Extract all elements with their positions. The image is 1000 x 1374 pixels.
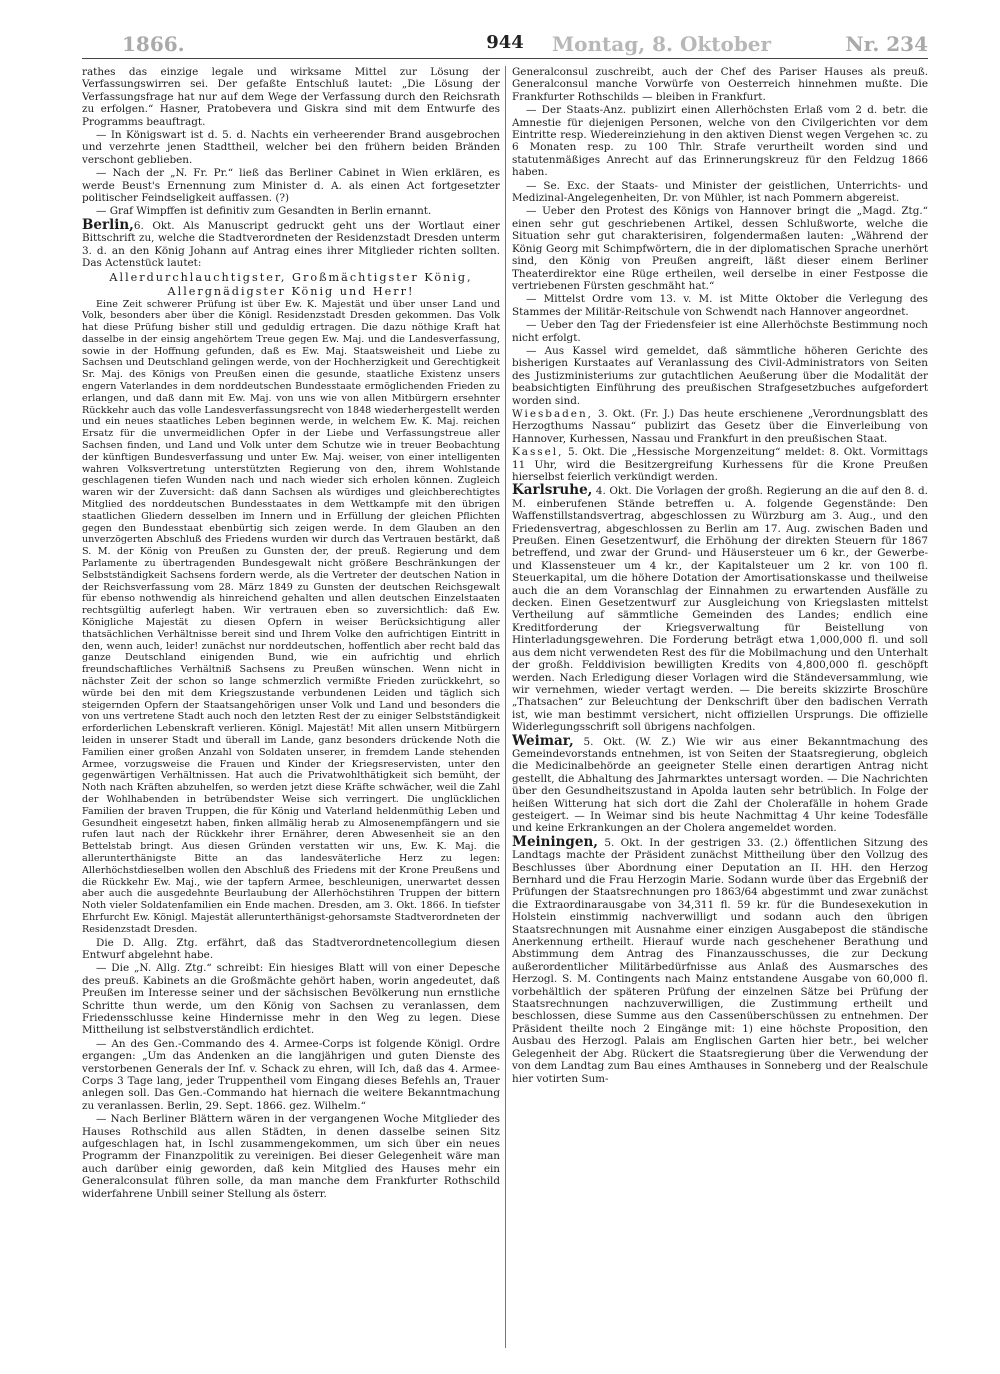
article-paragraph: rathes das einzige legale und wirksame Mittel zur Lösung der Verfassungswirren sei. Der gefaßte Entschluß lautet: „Die Lösung der Verfassungsfrage hat nur auf dem Wege der Verfassung durch den Reichsrath zu erfolgen.“ Hasner, Pratobevera und Giskra sind mit dem Entwurfe des Programms beauftragt. [82,66,500,128]
article-text: 4. Okt. Die Vorlagen der großh. Regierung an die auf den 8. d. M. einberufenen Stände betreffen u. A. folgende Gegenstände: Den Waffenstillstandsvertrag, abgeschlossen zu Würzburg am 3. Aug., und den Friedensvertrag, abgeschlossen zu Berlin am 17. Aug. zwischen Baden und Preußen. Einen Gesetzentwurf, die Erhöhung der direkten Steuern für 1867 betreffend, und zwar der Grund- und Häusersteuer um 6 kr., der Gewerbe- und Klassensteuer um 4 kr., der Kapitalsteuer um 2 kr. von 100 fl. Steuerkapital, um die höhere Dotation der Amortisationskasse und theilweise auch die an dem Voranschlag der Einnahmen zu erwartenden Ausfälle zu decken. Einen Gesetzentwurf zur Ausgleichung von Kriegslasten mittelst Vertheilung auf sämmtliche Gemeinden des Landes; endlich eine Kreditforderung der Kriegsverwaltung für Beistellung von Hinterladungsgewehren. Die Forderung beträgt etwa 1,000,000 fl. und soll aus dem nicht verwendeten Rest des für die Mobilmachung und den Unterhalt der großh. Felddivision bewilligten Kredits von 4,800,000 fl. geschöpft werden. Nach Erledigung dieser Vorlagen wird die Ständeversammlung, wie wir vernehmen, wieder vertagt werden. — Die bereits skizzirte Broschüre „Thatsachen“ zur Beleuchtung der Denkschrift über den badischen Verrath ist, wie man bestimmt versichert, nicht offiziellen Ursprungs. Die offizielle Widerlegungsschrift soll übrigens nachfolgen. [512,485,928,734]
berlin-article [82,216,500,270]
meiningen-article [512,833,928,1085]
article-paragraph: — Die „N. Allg. Ztg.“ schreibt: Ein hiesiges Blatt will von einer Depesche des preuß. Kabinets an die Großmächte gehört haben, worin angedeutet, daß Preußen im Interesse seiner und der sächsischen Bevölkerung nun ernstliche Schritte thun werde, um den König von Sachsen zu veranlassen, dem Friedensschlusse keine Hindernisse mehr in den Weg zu legen. Diese Mittheilung ist selbstverständlich erdichtet. [82,962,500,1037]
petition-salutation: Allergnädigster König und Herr! [167,284,415,298]
article-text: Als Manuscript gedruckt geht uns der Wortlaut einer Bittschrift zu, welche die Stadtverordneten der Residenzstadt Dresden unterm 3. d. an den König Johann auf Antrag eines ihrer Mitglieder richten sollten. Das Actenstück lautet: [82,219,500,270]
article-paragraph: — An des Gen.-Commando des 4. Armee-Corps ist folgende Königl. Ordre ergangen: „Um das Andenken an die langjährigen und guten Dienste des verstorbenen Generals der Inf. v. Schack zu ehren, will Ich, daß das 4. Armee-Corps 3 Tage lang, jeder Truppentheil vom Eingang dieses Befehls an, Trauer anlegen soll. Das Gen.-Commando hat hiernach die weitere Bekanntmachung zu veranlassen. Berlin, 29. Sept. 1866. gez. Wilhelm.“ [82,1037,500,1112]
article-paragraph: — Mittelst Ordre vom 13. v. M. ist Mitte Oktober die Verlegung des Stammes der Militär-Reitschule von Schwendt nach Hannover angeordnet. [512,293,928,318]
left-column [82,66,500,1348]
column-divider [505,66,506,1348]
dateline-date: 6. Okt. [133,219,175,232]
petition-text: Eine Zeit schwerer Prüfung ist über Ew. K. Majestät und über unser Land und Volk, besonders aber über die Königl. Residenzstadt Dresden gekommen. Das Volk hat diese Prüfung bisher still und geduldig ertragen. Die dazu nöthige Kraft hat dasselbe in der einsig angehörtem Treue gegen Ew. Maj. und die Landesverfassung, sowie in der Hoffnung gefunden, daß es Ew. Maj. Staatsweisheit und Liebe zu Sachsen und Deutschland gelingen werde, von der Hochherzigkeit und Gerechtigkeit Sr. Maj. des Königs von Preußen einen die gesunde, staatliche Existenz unsers engern Vaterlandes in dem norddeutschen Bundesstaate ermöglichenden Frieden zu erlangen, und daß dann mit Ew. Maj. von uns wie von allen Mitbürgern ersehnter Rückkehr auch das volle Landesverfassungsrecht von 1848 wiederhergestellt werden und ein neues staatliches Leben beginnen werde, in welchem Ew. K. Maj. reichen Ersatz für die unvermeidlichen Opfer in der Liebe und Verfassungstreue aller Sachsen finden, und Land und Volk unter dem Schutze wie in treuer Beobachtung der künftigen Bundesverfassung und unter Ew. Maj. weiser, von einer intelligenten wahren Volksvertretung unterstützten Regierung von den, ihrem Wohlstande geschlagenen tiefen Wunden nach und nach wieder sich erholen können. Zugleich waren wir der Zuversicht: daß dann Sachsen als würdiges und gleichberechtigtes Mitglied des norddeutschen Bundesstaates in dem Wettkampfe mit den übrigen staatlichen Gliedern desselben im Innern und in Erfüllung der gleichen Pflichten gegen den Bundesstaat ebenbürtig sich zeigen werde. In dem Glauben an den unverzögerten Abschluß des Friedens wurden wir durch das Vertrauen bestärkt, daß S. M. der König von Preußen zu Gunsten der, der preuß. Regierung und dem Parlamente zu übertragenden Bundesgewalt nicht größere Beschränkungen der Selbstständigkeit Sachsens fordern werde, als die Vertreter der deutschen Nation in der Reichsverfassung vom 28. März 1849 zu Gunsten der deutschen Reichsgewalt für ebenso nothwendig als hinreichend gehalten und allen deutschen Einzelstaaten rechtsgültig auferlegt haben. Wir vertrauen eben so zuversichtlich: daß Ew. Königliche Majestät zu diesen Opfern in weiser Berücksichtigung aller thatsächlichen Verhältnisse bereit sind und Ihrem Volke den aufrichtigen Eintritt in den, wenn auch, leider! zunächst nur norddeutschen, hoffentlich aber recht bald das ganze Deutschland einigenden Bund, wie ein aufrichtig und ehrlich freundschaftliches Verhältniß Sachsens zu Preußen wünschen. Wenn nicht in nächster Zeit der schon so lange schmerzlich vermißte Frieden zurückkehrt, so würde bei den mit dem Kriegszustande verbundenen Leiden und täglich sich steigernden Opfern der Staatsangehörigen unser Volk und Land und besonders die von uns vertretene Stadt auch noch den letzten Rest der zu einiger Selbstständigkeit erforderlichen Lebenskraft verlieren. Königl. Majestät! Mit allen unsern Mitbürgern leiden in unserer Stadt und überall im Lande, ganz besonders drückende Noth die Familien einer großen Anzahl von Soldaten unserer, in fremdem Lande stehenden Armee, vorzugsweise die Frauen und Kinder der Kriegsreservisten, unter den gegenwärtigen Verhältnissen. Hat auch die Privatwohlthätigkeit sich bemüht, der Noth nach Kräften abzuhelfen, so werden jetzt diese Kräfte schwächer, weil die Zahl der Wohlhabenden in betrübendster Weise sich verringert. Die unglücklichen Familien der braven Truppen, die für König und Vaterland heldenmüthig Leben und Gesundheit eingesetzt haben, finken allmälig herab zu Almosenempfängern und sie rufen laut nach der Rückkehr ihrer Ernährer, deren Abwesenheit sie an den Bettelstab bringt. Aus diesen Gründen verstatten wir uns, Ew. K. Maj. die allerunterthänigste Bitte an das landesväterliche Herz zu legen: Allerhöchstdieselben wollen den Abschluß des Friedens mit der Krone Preußens und die Rückkehr Ew. Maj., wie der tapfern Armee, beschleunigen, unerwartet dessen aber auch die ausgedehnte Beurlaubung der Allerhöchstihren Truppen der bittern Noth vieler Soldatenfamilien ein Ende machen. Dresden, am 3. Okt. 1866. In tiefster Ehrfurcht Ew. Königl. Majestät allerunterthänigst-gehorsamste Stadtverordneten der Residenzstadt Dresden. [82,298,500,935]
article-paragraph: — In Königswart ist d. 5. d. Nachts ein verheerender Brand ausgebrochen und verzehrte jenen Stadttheil, welcher bei den frühern beiden Bränden verschont geblieben. [82,129,500,166]
kassel-article [512,446,928,483]
article-paragraph: — Aus Kassel wird gemeldet, daß sämmtliche höheren Gerichte des bisherigen Kurstaates auf Veranlassung des Civil-Administrators von Seiten des Justizministeriums zur gutachtlichen Aeußerung über die Modalität der beabsichtigten Einführung des preußischen Strafgesetzbuches aufgefordert worden sind. [512,344,928,407]
columns [82,66,928,1348]
issue-number: Nr. 234 [845,32,928,56]
article-text: 3. Okt. (Fr. J.) Das heute erschienene „Verordnungsblatt des Herzogthums Nassau“ publizirt das Gesetz über die Einverleibung von Hannover, Kurhessen, Nassau und Frankfurt in den preußischen Staat. [512,407,928,445]
weimar-article [512,732,928,835]
article-text: 5. Okt. In der gestrigen 33. (2.) öffentlichen Sitzung des Landtags machte der Präsident zunächst Mittheilung über den Vollzug des Beschlusses über Abordnung einer Deputation an II. HH. den Herzog Bernhard und die Frau Herzogin Marie. Sodann wurde über das Ergebniß der Prüfungen der Staatsrechnungen pro 1863/64 abgestimmt und zwar zunächst die Extraordinarausgabe von 34,311 fl. 59 kr. für die Bundesexekution in Holstein einstimmig nachverwilligt und sodann auch den übrigen Staatsrechnungen mit Ausnahme einer einzigen Ausgabepost die ständische Anerkennung ertheilt. Hierauf wurde nach geschehener Berathung und Abstimmung dem Antrag des Finanzausschusses, die zur Deckung außerordentlicher Militärbedürfnisse aus Anlaß des Ausmarsches des Herzogl. S. M. Contingents nach Mainz entstandene Ausgabe von 60,000 fl. vorbehältlich der späteren Prüfung der einzelnen Sätze bei Prüfung der Staatsrechnungen nachzuverwilligen, die Zustimmung ertheilt und beschlossen, diese Summe aus den Cassenüberschüssen zu entnehmen. Der Präsident theilte noch 2 Eingänge mit: 1) eine höchste Proposition, den Ausbau des Herzogl. Palais am Englischen Garten hier betr., bei welcher Gelegenheit der Abg. Rückert die Staatsregierung über die Verwendung der von dem Landtag zum Bau eines Amthauses in Sonneberg und der Realschule hier votirten Sum- [512,836,928,1085]
newspaper-page [82,30,928,1348]
article-paragraph: — Se. Exc. der Staats- und Minister der geistlichen, Unterrichts- und Medizinal-Angelegenheiten, Dr. von Mühler, ist nach Pommern abgereist. [512,179,928,205]
dateline-place: Kassel, [512,446,564,459]
article-text: 5. Okt. (W. Z.) Wie wir aus einer Bekanntmachung des Gemeindevorstands entnehmen, ist von Seiten der Staatsregierung, obgleich die Medicinalbehörde an geeigneter Stelle einen derartigen Antrag nicht gestellt, die Abhaltung des Jahrmarktes untersagt worden. — Die Nachrichten über den Gesundheitszustand in Apolda lauten sehr betrüblich. In Folge der heißen Witterung hat sich dort die Zahl der Cholerafälle in hohem Grade gesteigert. — In Weimar sind bis heute Nachmittag 4 Uhr keine Todesfälle und keine Erkrankungen an der Cholera angemeldet worden. [512,735,928,835]
wiesbaden-article [512,408,928,445]
header-date: Montag, 8. Oktober [552,32,772,56]
page-header [82,30,928,59]
header-year: 1866. [122,32,185,56]
article-paragraph: — Nach Berliner Blättern wären in der vergangenen Woche Mitglieder des Hauses Rothschild aus allen Städten, in denen dasselbe seinen Sitz aufgeschlagen hat, in Ischl zusammengekommen, um sich über ein neues Programm der Finanzpolitik zu vereinigen. Bei dieser Gelegenheit wäre man auch darüber einig geworden, daß kein Mitglied des Hauses mehr ein Generalconsulat führen solle, da man manche dem Frankfurter Rothschild widerfahrene Unbill seiner Stellung als österr. [82,1113,500,1200]
article-paragraph: Die D. Allg. Ztg. erfährt, daß das Stadtverordnetencollegium diesen Entwurf abgelehnt habe. [82,936,500,961]
article-paragraph: — Ueber den Protest des Königs von Hannover bringt die „Magd. Ztg.“ einen sehr gut geschriebenen Artikel, dessen Schlußworte, welche die Situation sehr gut charakterisiren, folgendermaßen lauten: „Während der König Georg mit Schimpfwörtern, die in der diplomatischen Sprache unerhört sind, den König von Preußen angreift, läßt dieser einem Berliner Theaterdirektor eine Rüge ertheilen, weil derselbe in einer Festposse die vertriebenen Fürsten geschmäht hat.“ [512,205,928,292]
dateline-place: Berlin, [82,216,134,233]
article-paragraph: Generalconsul zuschreibt, auch der Chef des Pariser Hauses als preuß. Generalconsul manche Vorwürfe von Oesterreich hinnehmen mußte. Die Frankfurter Rothschilds — bleiben in Frankfurt. [512,66,928,103]
dateline-place: Meiningen, [512,833,598,850]
article-text: 5. Okt. Die „Hessische Morgenzeitung“ meldet: 8. Okt. Vormittags 11 Uhr, wird die Besitzergreifung Kurhessens für die Krone Preußen hierselbst feierlich verkündigt werden. [512,446,928,483]
dateline-place: Karlsruhe, [512,482,593,499]
dateline-place: Wiesbaden, [512,407,593,420]
petition-salutation: Allerdurchlauchtigster, Großmächtigster König, [109,270,473,284]
article-paragraph: — Graf Wimpffen ist definitiv zum Gesandten in Berlin ernannt. [96,205,432,218]
article-paragraph: — Der Staats-Anz. publizirt einen Allerhöchsten Erlaß vom 2 d. betr. die Amnestie für diejenigen Personen, welche von den Civilgerichten vor dem Eintritte resp. Wiedereinziehung in den aktiven Dienst wegen Vergehen ꝛc. zu 6 Monaten resp. zu 100 Thlr. Strafe verurtheilt worden sind und statutenmäßiges Anrecht auf das Erinnerungskreuz für den Feldzug 1866 haben. [512,104,928,179]
article-paragraph: — Ueber den Tag der Friedensfeier ist eine Allerhöchste Bestimmung noch nicht erfolgt. [512,319,928,344]
dateline-place: Weimar, [512,732,574,749]
karlsruhe-article [512,484,928,733]
page-number: 944 [486,32,524,53]
right-column [512,66,928,1348]
article-paragraph: — Nach der „N. Fr. Pr.“ ließ das Berliner Cabinet in Wien erklären, es werde Beust's Ernennung zum Minister d. A. als einen Act fortgesetzter politischer Feindseligkeit auffassen. (?) [82,167,500,205]
